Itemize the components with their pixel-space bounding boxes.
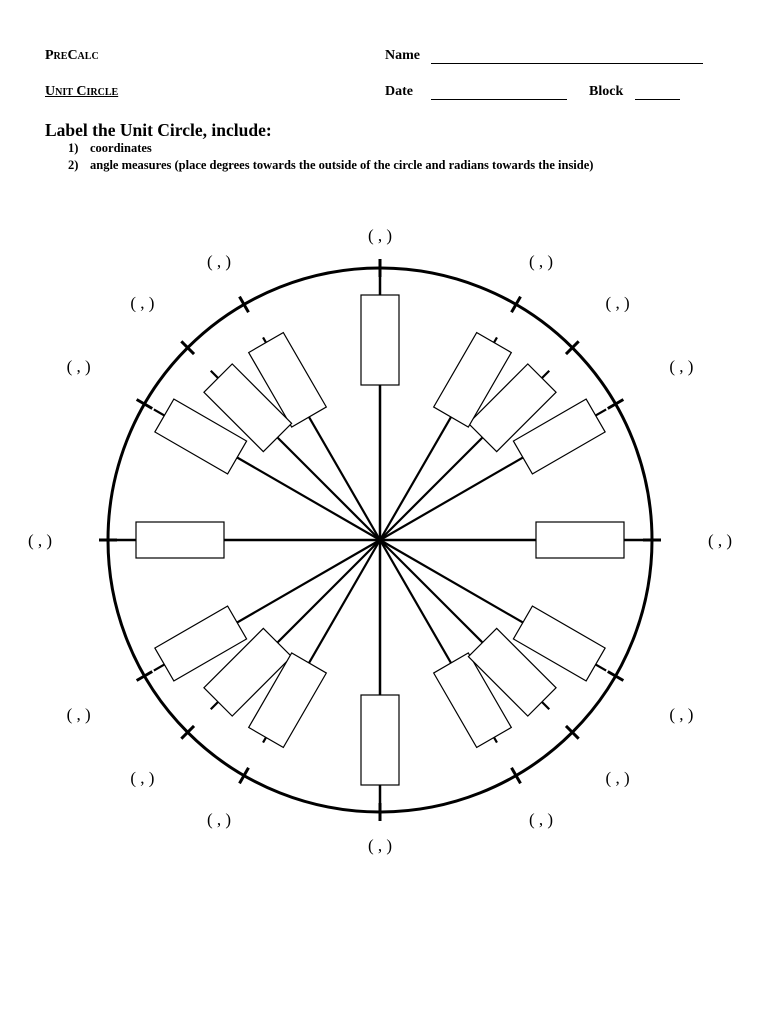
coordinate-label-120[interactable]: ( , ) bbox=[206, 252, 232, 272]
tick-300 bbox=[512, 768, 521, 784]
coordinate-label-315[interactable]: ( , ) bbox=[605, 768, 630, 788]
coordinate-label-300[interactable]: ( , ) bbox=[528, 809, 554, 829]
coordinate-label-0[interactable]: ( , ) bbox=[707, 531, 733, 550]
instruction-2-number: 2) bbox=[68, 158, 79, 172]
coordinate-label-240[interactable]: ( , ) bbox=[206, 809, 232, 829]
tick-150 bbox=[137, 400, 153, 409]
coordinate-label-90[interactable]: ( , ) bbox=[367, 226, 393, 245]
coordinate-label-135[interactable]: ( , ) bbox=[130, 293, 155, 313]
coordinate-label-180[interactable]: ( , ) bbox=[27, 531, 53, 550]
coordinate-label-225[interactable]: ( , ) bbox=[130, 768, 155, 788]
coordinate-label-150[interactable]: ( , ) bbox=[66, 357, 91, 376]
radian-box-90[interactable] bbox=[361, 295, 399, 385]
coordinate-label-45[interactable]: ( , ) bbox=[605, 293, 630, 313]
tick-60 bbox=[512, 297, 521, 313]
name-label: Name bbox=[385, 48, 420, 63]
block-label: Block bbox=[589, 84, 624, 99]
course-name: PreCalc bbox=[45, 48, 99, 63]
coordinate-label-330[interactable]: ( , ) bbox=[669, 705, 694, 724]
coordinate-label-60[interactable]: ( , ) bbox=[528, 252, 554, 272]
radian-box-0[interactable] bbox=[536, 522, 624, 558]
coordinate-label-30[interactable]: ( , ) bbox=[669, 357, 694, 376]
coordinate-label-210[interactable]: ( , ) bbox=[66, 705, 91, 724]
radian-box-180[interactable] bbox=[136, 522, 224, 558]
worksheet-title: Label the Unit Circle, include: bbox=[45, 120, 272, 140]
tick-120 bbox=[240, 297, 249, 313]
tick-210 bbox=[137, 672, 153, 681]
date-label: Date bbox=[385, 84, 413, 99]
coordinate-label-270[interactable]: ( , ) bbox=[367, 836, 393, 855]
unit-name: Unit Circle bbox=[45, 84, 119, 99]
tick-240 bbox=[240, 768, 249, 784]
instruction-2-text: angle measures (place degrees towards the outside of the circle and radians towards the inside) bbox=[90, 158, 594, 172]
instruction-1-text: coordinates bbox=[90, 141, 152, 155]
radian-box-270[interactable] bbox=[361, 695, 399, 785]
tick-330 bbox=[608, 672, 624, 681]
instruction-1-number: 1) bbox=[68, 141, 79, 155]
tick-30 bbox=[608, 400, 624, 409]
